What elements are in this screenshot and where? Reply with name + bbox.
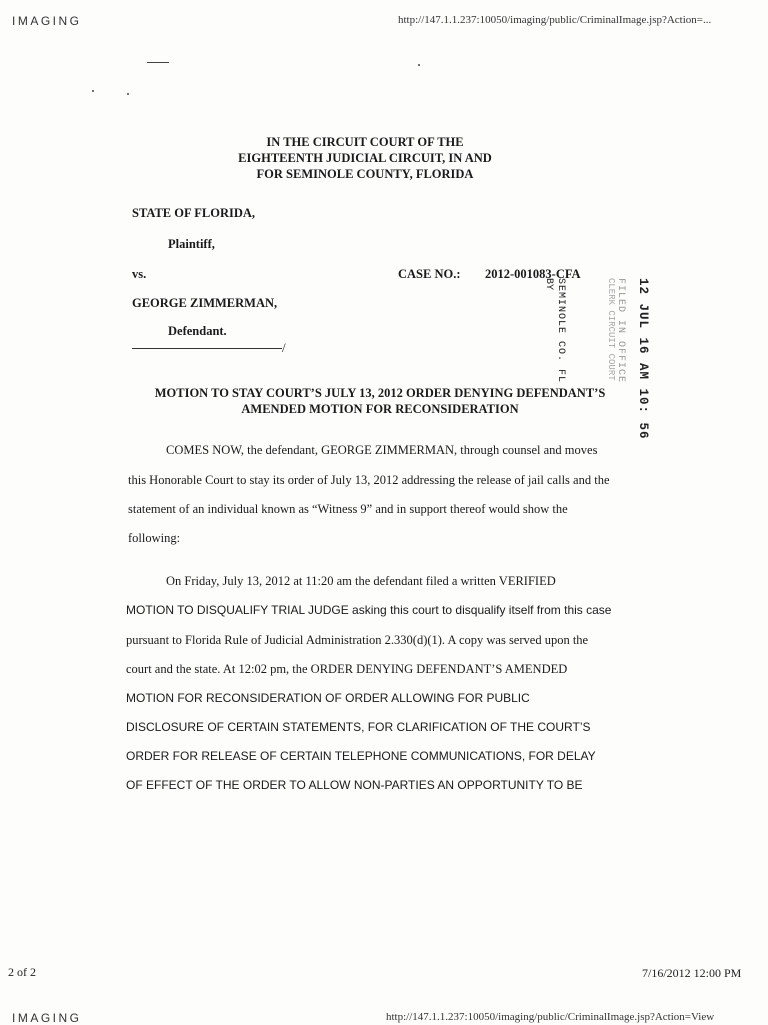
motion-title-line: MOTION TO STAY COURT’S JULY 13, 2012 ORDER DENYING DEFENDANT’S <box>154 386 606 400</box>
court-heading <box>0 134 730 182</box>
page-counter: 2 of 2 <box>8 965 36 979</box>
body-line: this Honorable Court to stay its order of July 13, 2012 addressing the release of jail calls and the <box>128 473 610 487</box>
scan-speck <box>92 90 94 92</box>
print-footer-title: IMAGING <box>12 1011 82 1025</box>
scan-speck <box>418 64 420 66</box>
scan-mark <box>147 62 169 63</box>
stamp-office: FILED IN OFFICE <box>615 278 626 384</box>
body-line: pursuant to Florida Rule of Judicial Administration 2.330(d)(1). A copy was served upon the <box>126 633 589 647</box>
stamp-county: SEMINOLE CO. FL <box>555 278 566 384</box>
motion-title <box>0 385 760 417</box>
scan-speck <box>127 93 129 95</box>
print-header-title: IMAGING <box>12 14 82 28</box>
print-datestamp: 7/16/2012 12:00 PM <box>642 966 742 980</box>
versus-label: vs. <box>132 267 147 281</box>
case-number: 2012-001083-CFA <box>485 267 581 281</box>
body-line: MOTION TO DISQUALIFY TRIAL JUDGE asking this court to disqualify itself from this case <box>126 603 612 617</box>
body-line: statement of an individual known as “Witness 9” and in support thereof would show the <box>128 502 568 516</box>
motion-title-line: AMENDED MOTION FOR RECONSIDERATION <box>241 402 519 416</box>
caption-slash: / <box>282 340 286 355</box>
court-heading-line: IN THE CIRCUIT COURT OF THE <box>266 135 464 149</box>
stamp-clerk: CLERK CIRCUIT COURT <box>606 278 616 381</box>
print-footer-url: http://147.1.1.237:10050/imaging/public/CriminalImage.jsp?Action=View <box>386 1011 715 1023</box>
plaintiff-name: STATE OF FLORIDA, <box>132 206 256 220</box>
body-line: MOTION FOR RECONSIDERATION OF ORDER ALLOWING FOR PUBLIC <box>126 691 530 705</box>
case-number-label: CASE NO.: <box>398 267 461 281</box>
caption-signature-line <box>132 348 282 349</box>
body-line: ORDER FOR RELEASE OF CERTAIN TELEPHONE COMMUNICATIONS, FOR DELAY <box>126 749 596 763</box>
body-line: following: <box>128 531 181 545</box>
court-heading-line: EIGHTEENTH JUDICIAL CIRCUIT, IN AND <box>238 151 492 165</box>
stamp-by: BY <box>543 278 554 291</box>
court-heading-line: FOR SEMINOLE COUNTY, FLORIDA <box>256 167 474 181</box>
body-line: OF EFFECT OF THE ORDER TO ALLOW NON-PARTIES AN OPPORTUNITY TO BE <box>126 778 583 792</box>
body-line: DISCLOSURE OF CERTAIN STATEMENTS, FOR CLARIFICATION OF THE COURT’S <box>126 720 591 734</box>
defendant-role: Defendant. <box>168 324 227 338</box>
stamp-date: 12 JUL 16 AM 10: 56 <box>636 278 650 440</box>
plaintiff-role: Plaintiff, <box>168 237 215 251</box>
defendant-name: GEORGE ZIMMERMAN, <box>132 296 278 310</box>
body-line: On Friday, July 13, 2012 at 11:20 am the defendant filed a written VERIFIED <box>166 574 556 588</box>
print-header-url: http://147.1.1.237:10050/imaging/public/CriminalImage.jsp?Action=... <box>398 14 712 26</box>
body-line: court and the state. At 12:02 pm, the ORDER DENYING DEFENDANT’S AMENDED <box>126 662 568 676</box>
body-line: COMES NOW, the defendant, GEORGE ZIMMERMAN, through counsel and moves <box>166 443 598 457</box>
